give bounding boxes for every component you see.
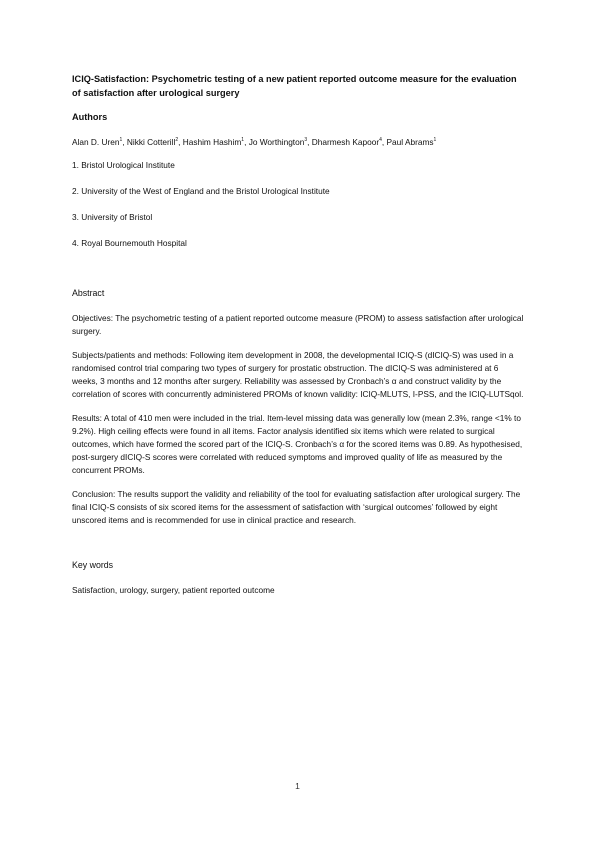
author-name: Nikki Cotterill <box>126 137 176 147</box>
author-affiliation-mark: 4 <box>379 137 382 144</box>
paper-title: ICIQ-Satisfaction: Psychometric testing of a new patient reported outcome measure for the evaluation of satisfaction after urological surgery <box>72 74 517 98</box>
affiliation-3: 3. University of Bristol <box>72 212 153 222</box>
author <box>249 137 312 147</box>
page-number: 1 <box>295 781 300 791</box>
author-name: Alan D. Uren <box>72 137 120 147</box>
author-affiliation-mark: 1 <box>433 137 437 144</box>
author-name: Dharmesh Kapoor <box>311 137 380 147</box>
author-name: Jo Worthington <box>248 137 305 147</box>
author-name: Paul Abrams <box>386 137 434 147</box>
affiliation-4: 4. Royal Bournemouth Hospital <box>72 238 187 248</box>
author-name: Hashim Hashim <box>182 137 242 147</box>
author-affiliation-mark: 1 <box>241 137 245 144</box>
author <box>127 137 183 147</box>
author <box>183 137 249 147</box>
author-separator: , <box>307 137 312 147</box>
abstract-results: Results: A total of 410 men were included in the trial. Item-level missing data was generally low (mean 2.3%, range <1% to 9.2%). High ceiling effects were found in all items. Factor analysis identified six items which were related to surgical outcomes, which have formed the scored part of the ICIQ-S. Cronbach’s α for the scored items was 0.89. As hypothesised, post-surgery dICIQ-S scores were correlated with reduced symptoms and improved quality of life as measured by the concurrent PROMs. <box>72 413 523 475</box>
document-page <box>72 72 524 608</box>
abstract-heading: Abstract <box>72 288 105 298</box>
abstract-objectives: Objectives: The psychometric testing of a patient reported outcome measure (PROM) to assess satisfaction after urological surgery. <box>72 313 524 336</box>
author-separator: , <box>381 137 387 147</box>
author-affiliation-mark: 3 <box>304 137 308 144</box>
author <box>312 137 387 147</box>
affiliation-2: 2. University of the West of England and the Bristol Urological Institute <box>72 186 330 196</box>
author-list <box>72 136 524 149</box>
abstract-conclusion: Conclusion: The results support the validity and reliability of the tool for evaluating satisfaction after urological surgery. The final ICIQ-S consists of six scored items for the assessment of satisfaction with ‘surgical outcomes’ followed by eight unscored items and is recommended for use in clinical practice and research. <box>72 489 521 525</box>
keywords-text: Satisfaction, urology, surgery, patient reported outcome <box>72 585 275 595</box>
author <box>72 137 127 147</box>
affiliation-1: 1. Bristol Urological Institute <box>72 160 175 170</box>
author <box>387 137 437 147</box>
abstract-methods: Subjects/patients and methods: Following item development in 2008, the developmental ICIQ-S (dICIQ-S) was used in a randomised control trial comparing two types of surgery for prostatic obstruction. The dICIQ-S was administered at 6 weeks, 3 months and 12 months after surgery. Reliability was assessed by Cronbach’s α and construct validity by the correlation of scores with concurrently administered PROMs of known validity: ICIQ-MLUTS, I-PSS, and the ICIQ-LUTSqol. <box>72 350 524 399</box>
author-affiliation-mark: 1 <box>119 137 123 144</box>
keywords-heading: Key words <box>72 560 114 570</box>
authors-heading: Authors <box>72 112 108 122</box>
author-separator: , <box>244 137 249 147</box>
author-separator: , <box>122 137 127 147</box>
author-affiliation-mark: 2 <box>175 137 179 144</box>
author-separator: , <box>178 137 183 147</box>
